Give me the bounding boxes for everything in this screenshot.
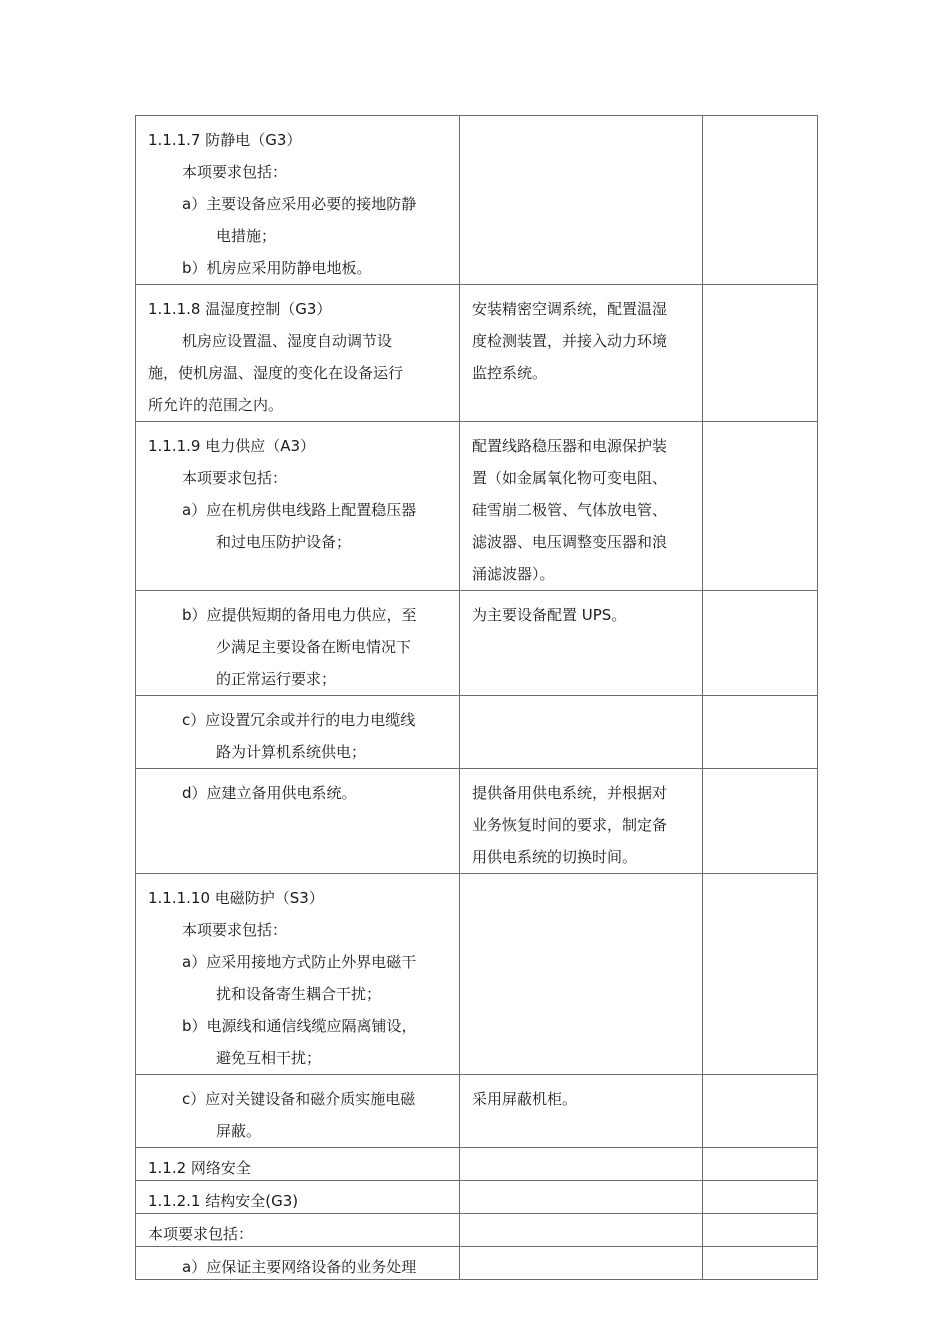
text-line: 滤波器、电压调整变压器和浪 <box>472 533 668 551</box>
table-row <box>136 1181 818 1214</box>
blank-cell <box>703 1247 818 1280</box>
section-heading: 1.1.2 网络安全 <box>148 1159 251 1177</box>
list-item: b）应提供短期的备用电力供应，至 <box>182 606 417 624</box>
section-heading: 1.1.2.1 结构安全(G3) <box>148 1192 299 1210</box>
list-item: b）机房应采用防静电地板。 <box>182 259 372 277</box>
requirement-cell <box>136 874 460 1075</box>
list-item: a）应采用接地方式防止外界电磁干 <box>182 953 417 971</box>
text-line: 避免互相干扰； <box>216 1049 322 1067</box>
text-line: 置（如金属氧化物可变电阻、 <box>472 469 668 487</box>
section-heading: 1.1.1.8 温湿度控制（G3） <box>148 300 332 318</box>
blank-cell <box>703 769 818 874</box>
blank-cell <box>703 1214 818 1247</box>
measure-cell <box>460 1075 703 1148</box>
list-item: a）应保证主要网络设备的业务处理 <box>182 1258 417 1276</box>
text-line: 本项要求包括： <box>182 921 288 939</box>
requirement-cell <box>136 1247 460 1280</box>
table-row <box>136 769 818 874</box>
requirement-cell <box>136 1148 460 1181</box>
text-line: 少满足主要设备在断电情况下 <box>216 638 412 656</box>
table-row <box>136 1148 818 1181</box>
requirement-cell <box>136 1075 460 1148</box>
blank-cell <box>703 591 818 696</box>
text-line: 用供电系统的切换时间。 <box>472 848 638 866</box>
list-item: a）应在机房供电线路上配置稳压器 <box>182 501 417 519</box>
blank-cell <box>703 1148 818 1181</box>
section-heading: 1.1.1.9 电力供应（A3） <box>148 437 316 455</box>
measure-cell <box>460 285 703 422</box>
text-line: 安装精密空调系统，配置温湿 <box>472 300 668 318</box>
blank-cell <box>703 116 818 285</box>
text-line: 采用屏蔽机柜。 <box>472 1090 578 1108</box>
text-line: 和过电压防护设备； <box>216 533 352 551</box>
blank-cell <box>703 1181 818 1214</box>
measure-cell <box>460 874 703 1075</box>
table-row <box>136 1247 818 1280</box>
table-row <box>136 1214 818 1247</box>
measure-cell <box>460 1247 703 1280</box>
measure-cell <box>460 1148 703 1181</box>
blank-cell <box>703 422 818 591</box>
table-row <box>136 874 818 1075</box>
blank-cell <box>703 696 818 769</box>
measure-cell <box>460 1181 703 1214</box>
text-line: 监控系统。 <box>472 364 548 382</box>
section-heading: 1.1.1.7 防静电（G3） <box>148 131 302 149</box>
measure-cell <box>460 116 703 285</box>
list-item: c）应设置冗余或并行的电力电缆线 <box>182 711 416 729</box>
text-line: 业务恢复时间的要求，制定备 <box>472 816 668 834</box>
text-line: 硅雪崩二极管、气体放电管、 <box>472 501 668 519</box>
table-row <box>136 1075 818 1148</box>
text-line: 为主要设备配置 UPS。 <box>472 606 627 624</box>
table-row <box>136 285 818 422</box>
text-line: 的正常运行要求； <box>216 670 337 688</box>
section-heading: 1.1.1.10 电磁防护（S3） <box>148 889 324 907</box>
list-item: d）应建立备用供电系统。 <box>182 784 357 802</box>
requirement-cell <box>136 769 460 874</box>
table-row <box>136 591 818 696</box>
text-line: 度检测装置，并接入动力环境 <box>472 332 668 350</box>
measure-cell <box>460 591 703 696</box>
blank-cell <box>703 285 818 422</box>
text-line: 所允许的范围之内。 <box>148 396 284 414</box>
text-line: 电措施； <box>216 227 277 245</box>
table-row <box>136 422 818 591</box>
measure-cell <box>460 769 703 874</box>
blank-cell <box>703 1075 818 1148</box>
text-line: 提供备用供电系统，并根据对 <box>472 784 668 802</box>
text-line: 扰和设备寄生耦合干扰； <box>216 985 382 1003</box>
requirement-cell <box>136 696 460 769</box>
list-item: b）电源线和通信线缆应隔离铺设， <box>182 1017 417 1035</box>
table-row <box>136 116 818 285</box>
text-line: 配置线路稳压器和电源保护装 <box>472 437 668 455</box>
requirement-cell <box>136 116 460 285</box>
list-item: c）应对关键设备和磁介质实施电磁 <box>182 1090 416 1108</box>
text-line: 本项要求包括： <box>148 1225 254 1243</box>
requirement-cell <box>136 422 460 591</box>
table-row <box>136 696 818 769</box>
text-line: 路为计算机系统供电； <box>216 743 367 761</box>
text-line: 本项要求包括： <box>182 469 288 487</box>
blank-cell <box>703 874 818 1075</box>
requirement-cell <box>136 1181 460 1214</box>
list-item: a）主要设备应采用必要的接地防静 <box>182 195 417 213</box>
requirement-cell <box>136 591 460 696</box>
text-line: 本项要求包括： <box>182 163 288 181</box>
measure-cell <box>460 1214 703 1247</box>
requirement-cell <box>136 1214 460 1247</box>
text-line: 屏蔽。 <box>216 1122 262 1140</box>
text-line: 涌滤波器）。 <box>472 565 555 583</box>
requirement-cell <box>136 285 460 422</box>
text-line: 施，使机房温、湿度的变化在设备运行 <box>148 364 404 382</box>
text-line: 机房应设置温、湿度自动调节设 <box>182 332 393 350</box>
measure-cell <box>460 696 703 769</box>
requirements-table <box>135 115 818 1280</box>
measure-cell <box>460 422 703 591</box>
